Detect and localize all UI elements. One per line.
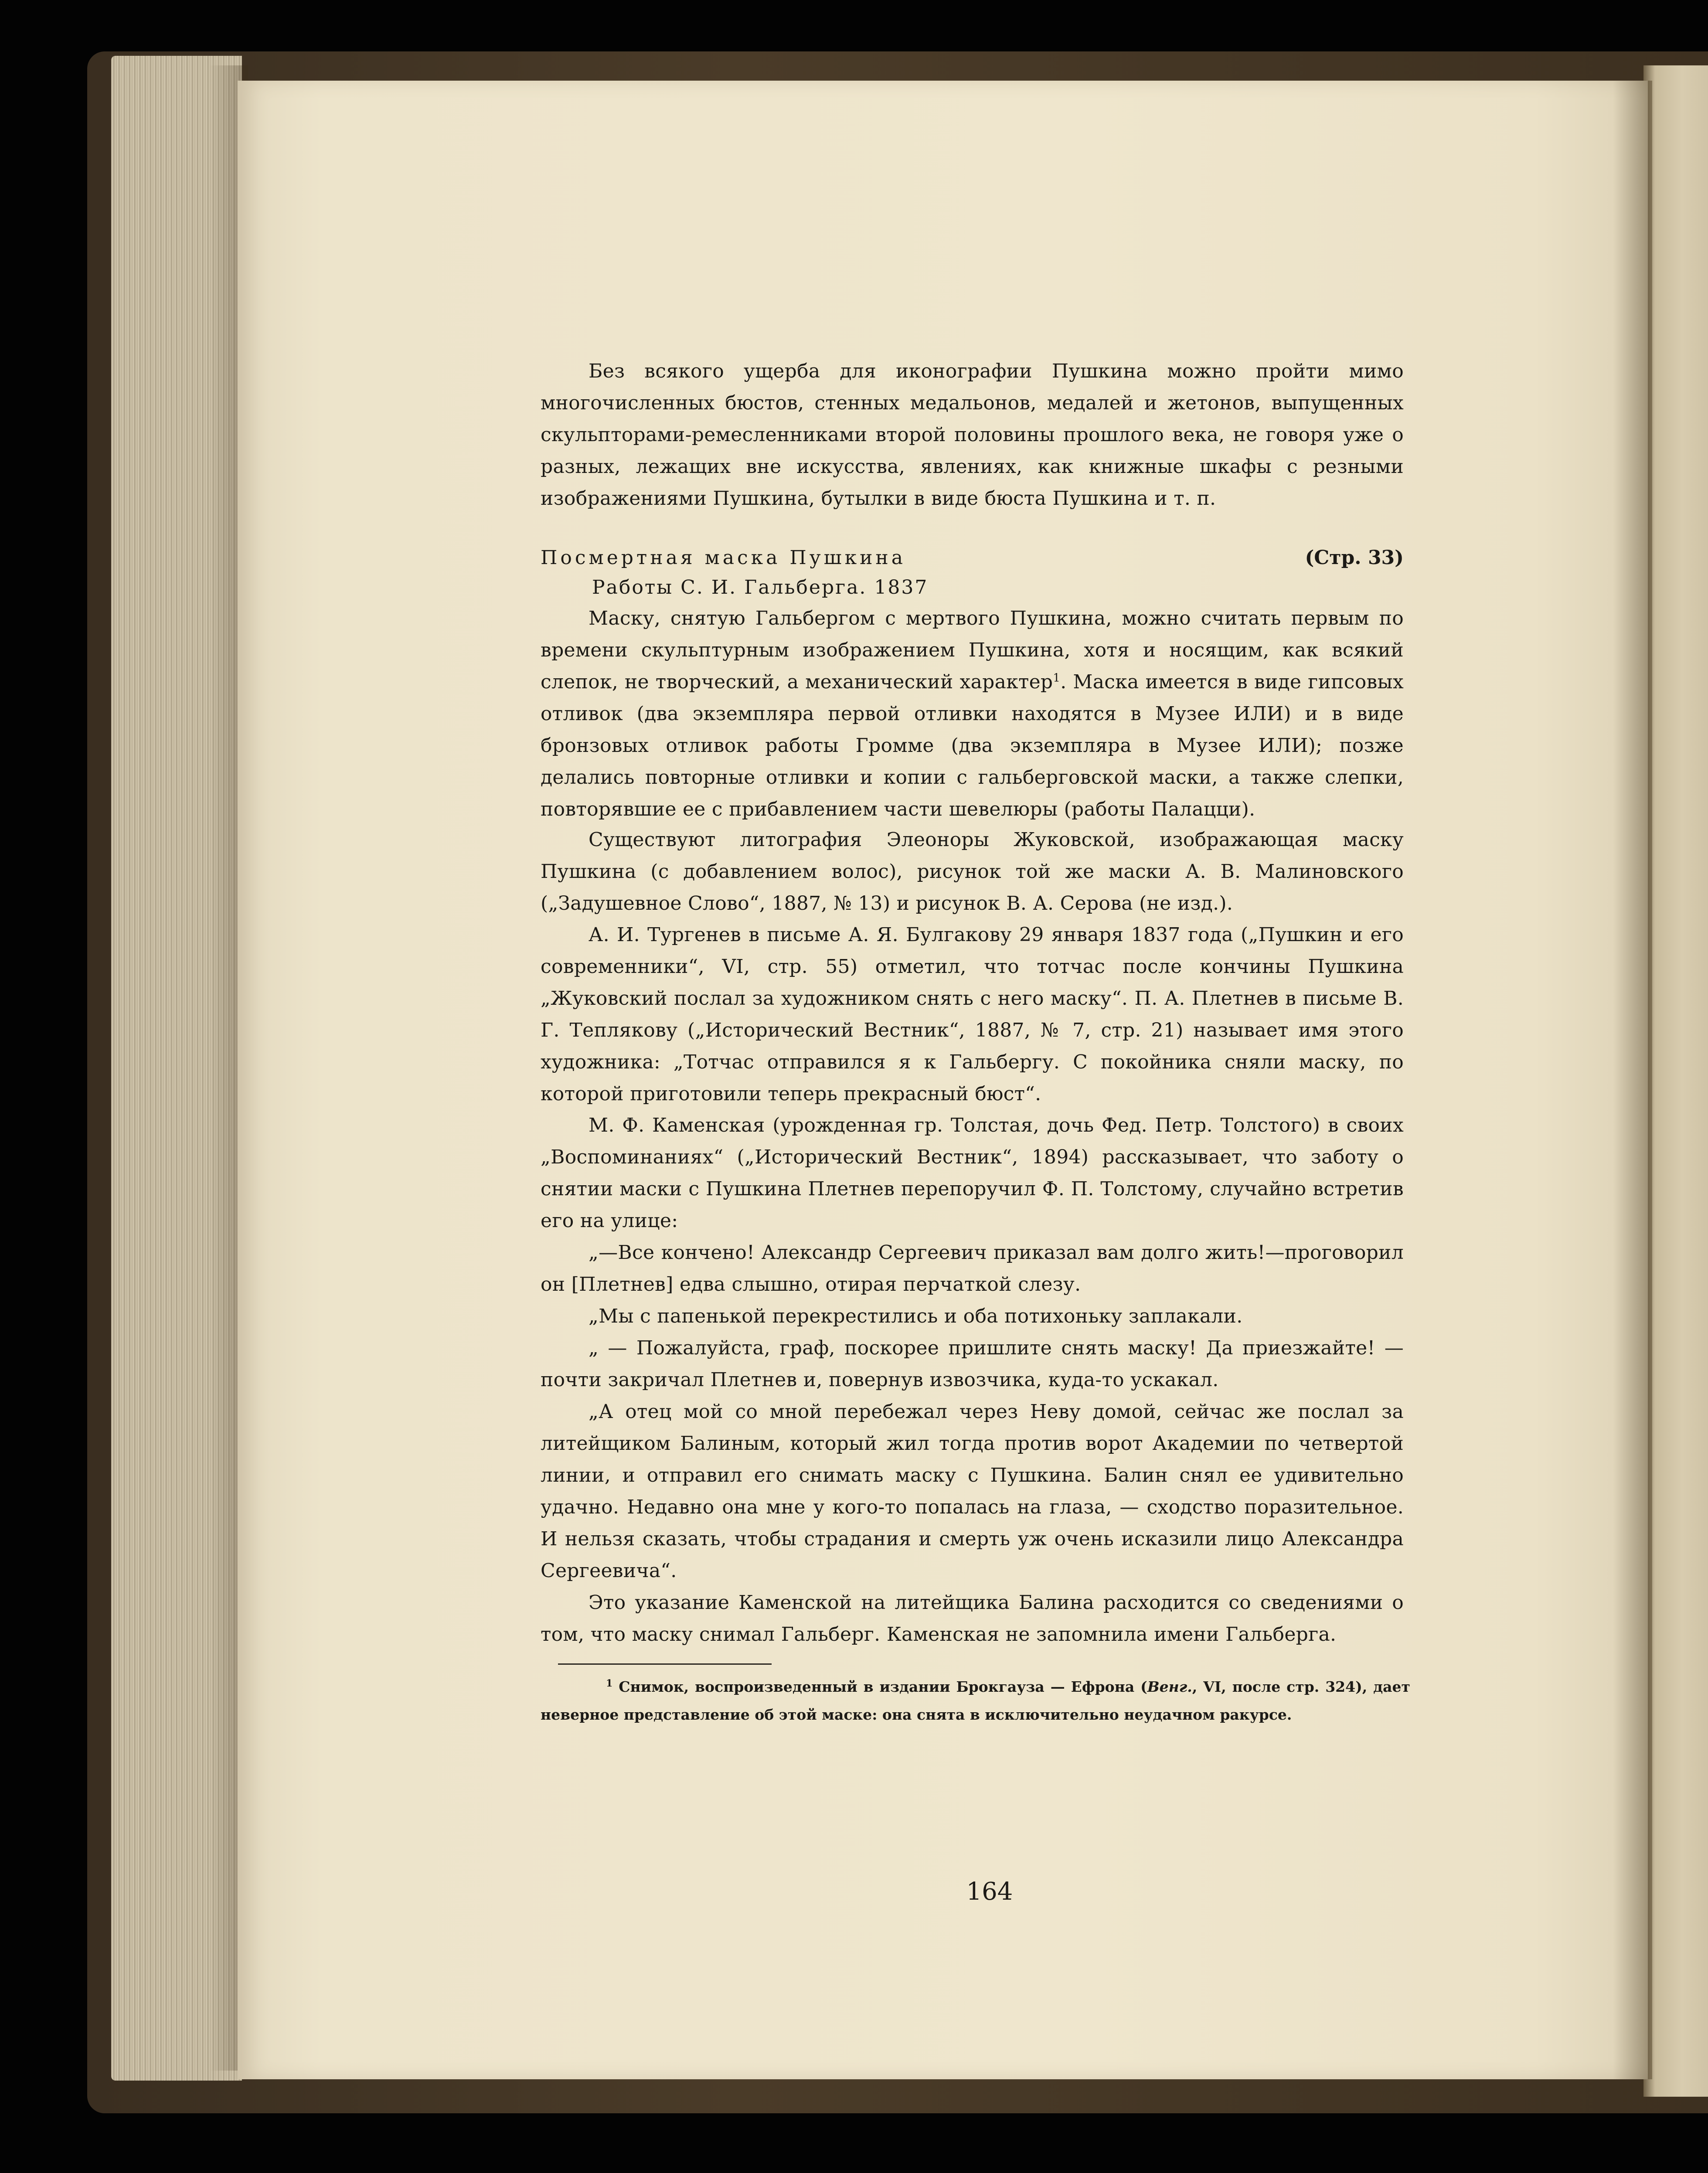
- footnote-reference: 1: [1053, 671, 1061, 685]
- facing-page-edge: [1643, 65, 1708, 2097]
- section-heading: [541, 545, 1404, 571]
- section-title: Посмертная маска Пушкина: [541, 547, 906, 569]
- paragraph-quote-1: „—Все кончено! Александр Сергеевич приказал вам долго жить!—проговорил он [Плетнев] едва слышно, отирая перчаткой слезу.: [541, 1241, 1404, 1296]
- paragraph-turgenev: А. И. Тургенев в письме А. Я. Булгакову 29 января 1837 года („Пушкин и его современники“, VI, стр. 55) отметил, что тотчас после кончины Пушкина „Жуковский послал за художником снять с него маску“. П. А. Плетнев в письме В. Г. Теплякову („Исторический Вестник“, 1887, № 7, стр. 21) называет имя этого художника: „Тотчас отправился я к Гальбергу. С покойника сняли маску, по которой приготовили теперь прекрасный бюст“.: [541, 924, 1404, 1105]
- paragraph-mask-text-a: Маску, снятую Гальбергом с мертвого Пушкина, можно считать первым по времени скульптурным изображением Пушкина, хотя и носящим, как всякий слепок, не творческий, а механический характер: [541, 607, 1404, 693]
- paragraph-kamenskaya: М. Ф. Каменская (урожденная гр. Толстая, дочь Фед. Петр. Толстого) в своих „Воспоминаниях“ („Исторический Вестник“, 1894) рассказывает, что заботу о снятии маски с Пушкина Плетнев перепоручил Ф. П. Толстому, случайно встретив его на улице:: [541, 1114, 1404, 1232]
- paragraph-mask-text-b: . Маска имеется в виде гипсовых отливок (два экземпляра первой отливки находятся в Музее ИЛИ) и в виде бронзовых отливок работы Громме (два экземпляра в Музее ИЛИ); позже делались повторные отливки и копии с гальберговской маски, а также слепки, повторявшие ее с прибавлением части шевелюры (работы Палацци).: [541, 671, 1404, 820]
- page-gutter-shadow: [1613, 81, 1652, 2079]
- page-number: 164: [966, 1877, 1013, 1906]
- paragraph-quote-4: „А отец мой со мной перебежал через Неву домой, сейчас же послал за литейщиком Балиным, который жил тогда против ворот Академии по четвертой линии, и отправил его снимать маску с Пушкина. Балин снял ее удивительно удачно. Недавно она мне у кого-то попалась на глаза, — сходство поразительное. И нельзя сказать, чтобы страдания и смерть уж очень исказили лицо Александра Сергеевича“.: [541, 1401, 1404, 1582]
- paragraph-lithography: Существуют литография Элеоноры Жуковской, изображающая маску Пушкина (с добавлением волос), рисунок той же маски А. В. Малиновского („Задушевное Слово“, 1887, № 13) и рисунок В. А. Серова (не изд.).: [541, 829, 1404, 915]
- paragraph-quote-2: „Мы с папенькой перекрестились и оба потихоньку заплакали.: [589, 1305, 1243, 1327]
- footnote-text-a: Снимок, воспроизведенный в издании Брокгауза — Ефрона (: [619, 1678, 1147, 1695]
- footnote: [541, 1670, 1410, 1729]
- intro-paragraph: Без всякого ущерба для иконографии Пушкина можно пройти мимо многочисленных бюстов, стенных медальонов, медалей и жетонов, выпущенных скульпторами-ремесленниками второй половины прошлого века, не говоря уже о разных, лежащих вне искусства, явлениях, как книжные шкафы с резными изображениями Пушкина, бутылки в виде бюста Пушкина и т. п.: [541, 360, 1404, 510]
- footnote-text-italic: Венг.: [1147, 1678, 1192, 1695]
- section-page-ref: (Стр. 33): [1305, 547, 1404, 569]
- paragraph-balin: Это указание Каменской на литейщика Балина расходится со сведениями о том, что маску снимал Гальберг. Каменская не запомнила имени Гальберга.: [541, 1591, 1404, 1646]
- paragraph-mask: [541, 602, 1404, 825]
- paragraph-quote-3: „ — Пожалуйста, граф, поскорее пришлите снять маску! Да приезжайте! — почти закричал Плетнев и, повернув извозчика, куда-то ускакал.: [541, 1337, 1404, 1391]
- footnote-text-b: , VI, после стр. 324), дает неверное представление об этой маске: она снята в исключительно неудачном ракурсе.: [541, 1678, 1410, 1723]
- section-subtitle: Работы С. И. Гальберга. 1837: [592, 576, 929, 599]
- footnote-marker: 1: [606, 1678, 613, 1689]
- footnote-divider: [558, 1663, 772, 1665]
